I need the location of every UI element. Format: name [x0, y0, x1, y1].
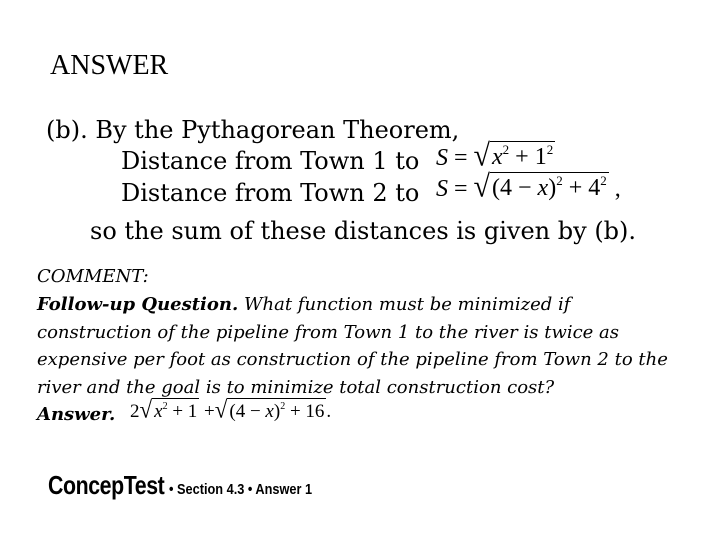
followup-text: What function must be minimized if [244, 294, 571, 315]
footer [48, 470, 337, 501]
answer-line-2: Distance from Town 1 to [121, 147, 420, 175]
answer-title: ANSWER [50, 50, 169, 81]
followup-label: Follow-up Question. [37, 294, 239, 315]
answer-label: Answer. [37, 404, 116, 425]
answer-line-3: Distance from Town 2 to [121, 179, 420, 207]
followup-question-line-2: construction of the pipeline from Town 1 to the river is twice as [37, 322, 620, 343]
followup-question-line-1 [37, 294, 570, 315]
followup-question-line-4: river and the goal is to minimize total construction cost? [37, 377, 555, 398]
conceptest-brand: ConcepTest [48, 470, 165, 500]
answer-line-1: (b). By the Pythagorean Theorem, [46, 116, 460, 144]
comment-heading: COMMENT: [37, 266, 149, 287]
answer-formula: 2 √ $x^2 + 1$ + √ $(4 - x)^2 + 16$ . [130, 396, 332, 423]
answer-line-4: so the sum of these distances is given by (b). [90, 217, 637, 245]
formula-town-2: S = √ $(4 - x)^2 + 4^2$ , [436, 169, 621, 204]
followup-question-line-3: expensive per foot as construction of the pipeline from Town 2 to the [37, 349, 668, 370]
section-label: • Section 4.3 • Answer 1 [168, 481, 313, 498]
formula-town-1: S = √ $x^2 + 1^2$ [436, 138, 554, 173]
